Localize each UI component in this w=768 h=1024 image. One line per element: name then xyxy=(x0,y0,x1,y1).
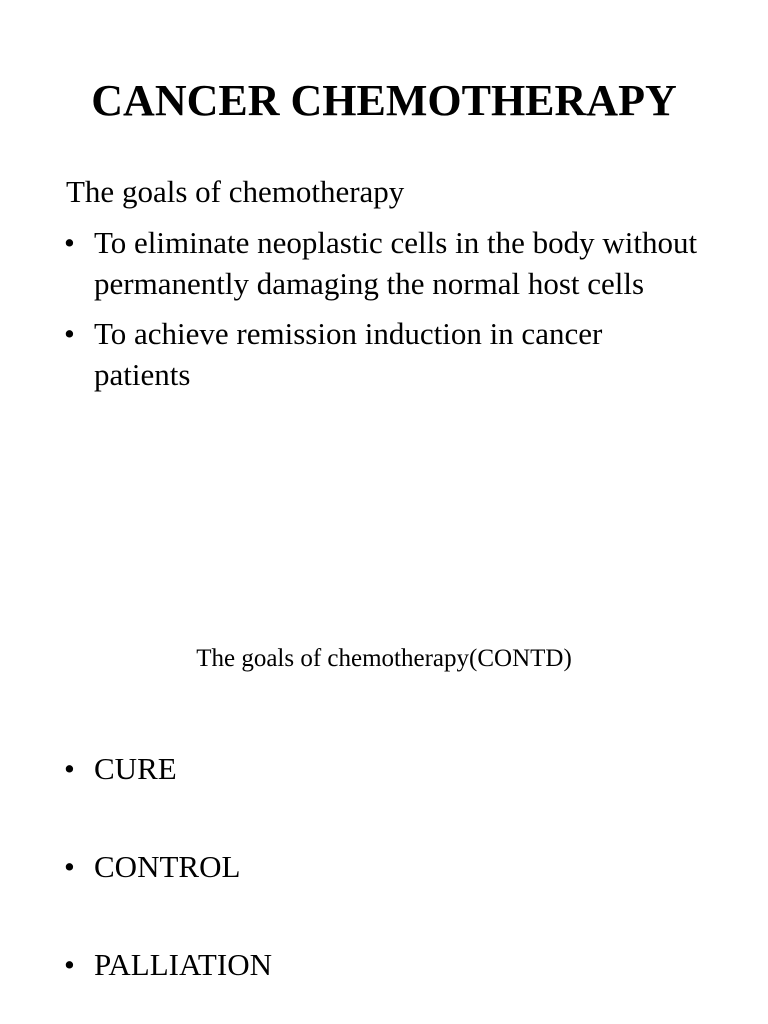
bullet-icon: • xyxy=(64,751,75,786)
list-item-text: CONTROL xyxy=(94,849,241,884)
list-item xyxy=(64,222,704,304)
goals-list xyxy=(64,222,704,404)
bullet-icon: • xyxy=(64,316,75,351)
intro-text: The goals of chemotherapy xyxy=(66,174,405,209)
list-item-text: CURE xyxy=(94,751,177,786)
bullet-icon: • xyxy=(64,947,75,982)
list-item-text: PALLIATION xyxy=(94,947,272,982)
list-item-control xyxy=(64,847,240,887)
section-subtitle: The goals of chemotherapy(CONTD) xyxy=(196,645,572,672)
bullet-icon: • xyxy=(64,225,75,260)
list-item-text: To achieve remission induction in cancer patients xyxy=(94,316,603,392)
bullet-icon: • xyxy=(64,849,75,884)
list-item-text: To eliminate neoplastic cells in the body without permanently damaging the normal host cells xyxy=(94,225,698,301)
list-item-palliation xyxy=(64,945,272,985)
page-title: CANCER CHEMOTHERAPY xyxy=(91,76,677,125)
list-item-cure xyxy=(64,749,177,789)
list-item xyxy=(64,313,704,395)
